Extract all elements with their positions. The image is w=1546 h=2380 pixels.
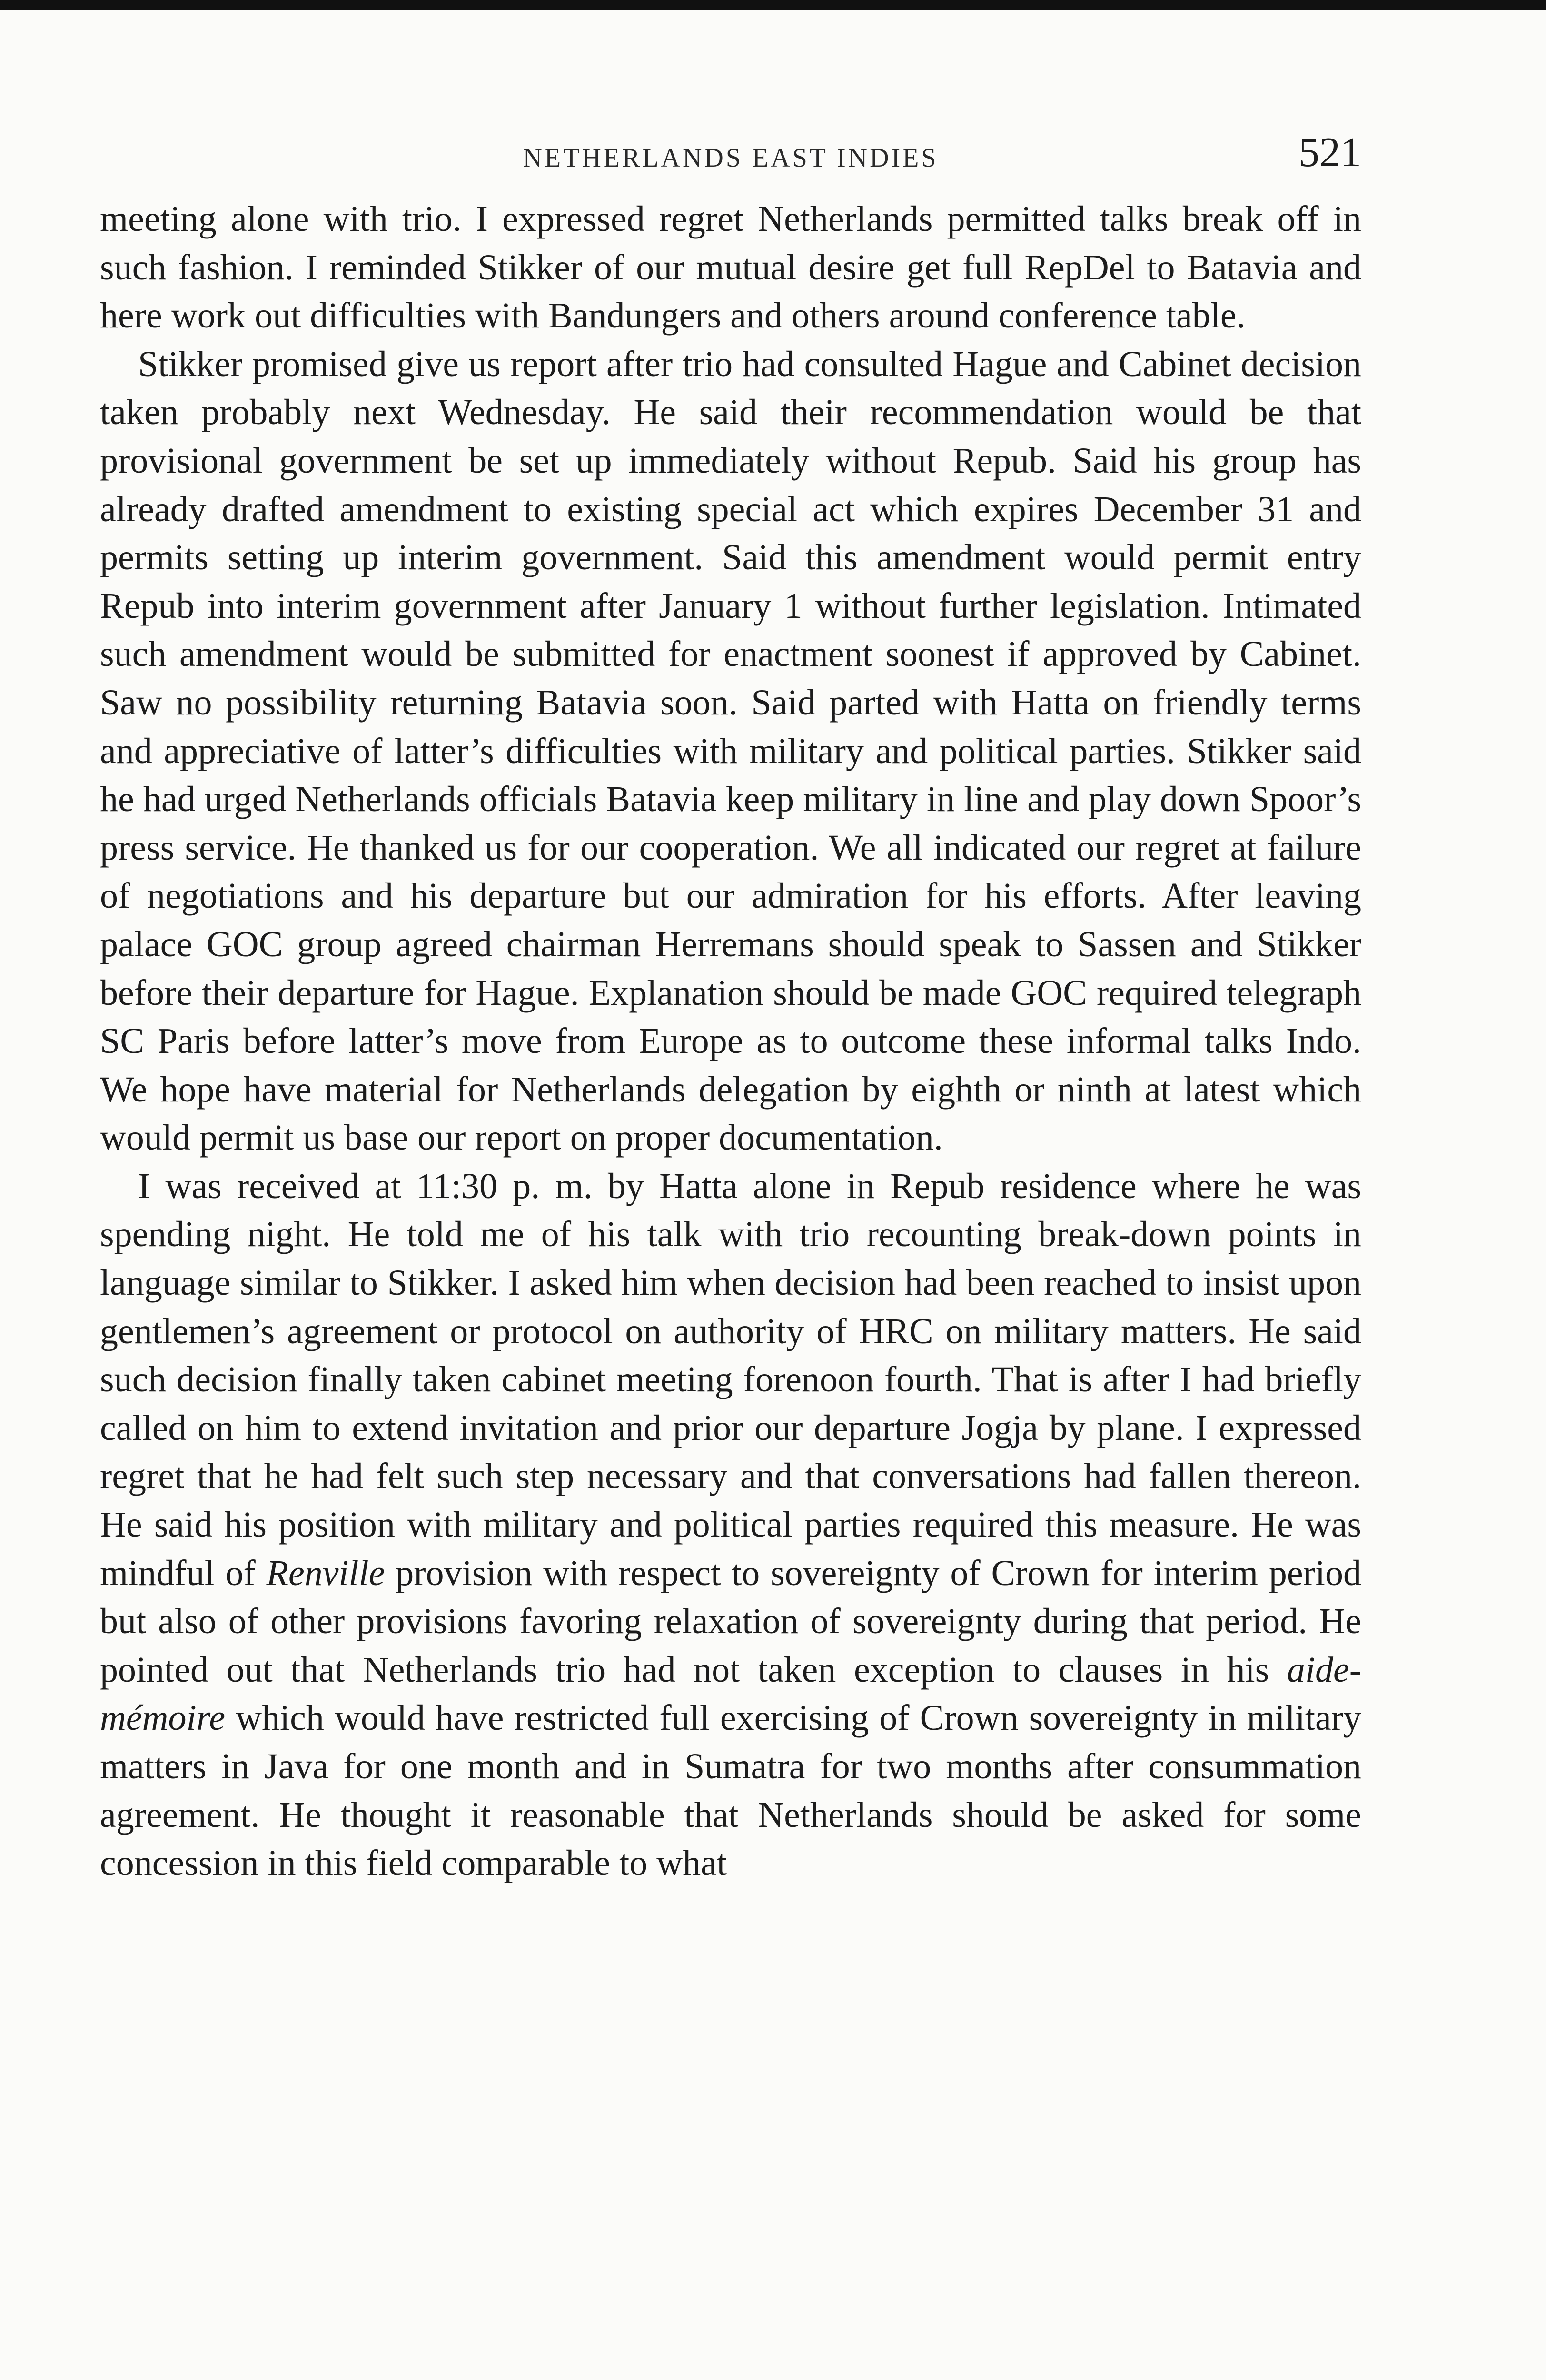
- paragraph-1-text: meeting alone with trio. I expressed regret Netherlands permitted talks break off in such fashion. I reminded Stikker of our mutual desire get full RepDel to Batavia and here work out difficulties with Bandungers and others around conference table.: [100, 199, 1361, 336]
- paragraph-3-italic-renville: Renville: [266, 1553, 385, 1593]
- paragraph-3-text-a: I was received at 11:30 p. m. by Hatta alone in Repub residence where he was spending night. He told me of his talk with trio recounting break-down points in language similar to Stikker. I asked him when decision had been reached to insist upon gentlemen’s agreement or protocol on authority of HRC on military matters. He said such decision finally taken cabinet meeting forenoon fourth. That is after I had briefly called on him to extend invitation and prior our departure Jogja by plane. I expressed regret that he had felt such step necessary and that conversations had fallen thereon. He said his position with military and political parties required this measure. He was mindful of: [100, 1166, 1361, 1593]
- body-text: [100, 195, 1361, 1888]
- page-number: 521: [1298, 129, 1361, 176]
- paragraph-3-text-c: which would have restricted full exercising of Crown sovereignty in military matters in Java for one month and in Sumatra for two months after consummation agreement. He thought it reasonable that Netherlands should be asked for some concession in this field comparable to what: [100, 1698, 1361, 1884]
- top-border: [0, 0, 1546, 10]
- paragraph-2: [100, 340, 1361, 1162]
- paragraph-3-italic-aide-memoire: aide-mémoire: [100, 1649, 1361, 1738]
- paragraph-3-text-b: provision with respect to sovereignty of Crown for interim period but also of other provisions favoring relaxation of sovereignty during that period. He pointed out that Netherlands trio had not taken exception to clauses in his: [100, 1553, 1361, 1690]
- paragraph-3: [100, 1162, 1361, 1888]
- document-page: [100, 129, 1361, 1888]
- paragraph-2-text: Stikker promised give us report after trio had consulted Hague and Cabinet decision taken probably next Wednesday. He said their recommendation would be that provisional government be set up immediately without Repub. Said his group has already drafted amendment to existing special act which expires December 31 and permits setting up interim government. Said this amendment would permit entry Repub into interim government after January 1 without further legislation. Intimated such amendment would be submitted for enactment soonest if approved by Cabinet. Saw no possibility returning Batavia soon. Said parted with Hatta on friendly terms and appreciative of latter’s difficulties with military and political parties. Stikker said he had urged Netherlands officials Batavia keep military in line and play down Spoor’s press service. He thanked us for our cooperation. We all indicated our regret at failure of negotiations and his departure but our admiration for his efforts. After leaving palace GOC group agreed chairman Herremans should speak to Sassen and Stikker before their departure for Hague. Explanation should be made GOC required telegraph SC Paris before latter’s move from Europe as to outcome these informal talks Indo. We hope have material for Netherlands delegation by eighth or ninth at latest which would permit us base our report on proper documentation.: [100, 344, 1361, 1158]
- running-header: [100, 129, 1361, 195]
- running-title: NETHERLANDS EAST INDIES: [523, 143, 939, 173]
- paragraph-1: [100, 195, 1361, 340]
